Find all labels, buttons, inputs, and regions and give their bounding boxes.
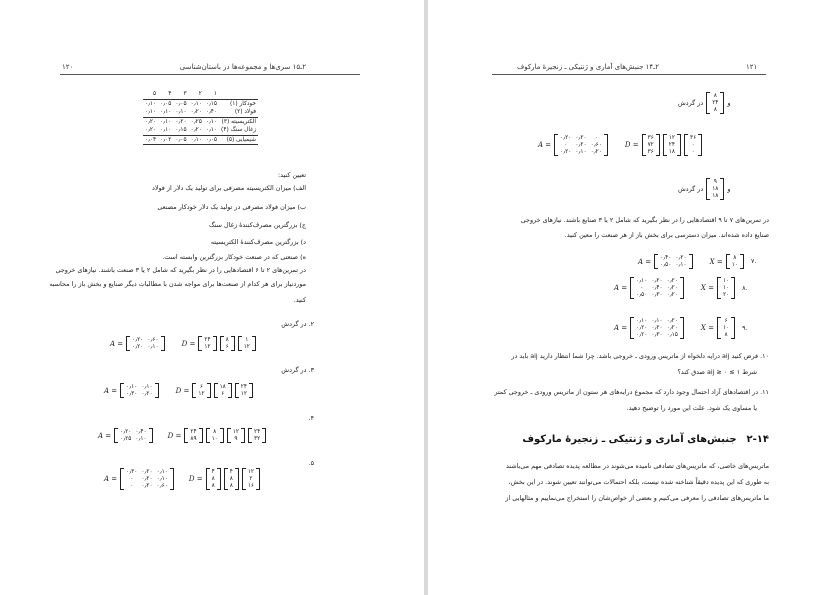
left-running-head: ۲ـ۱۵ سری‌ها و مجموعه‌ها در باستان‌شناسی — [179, 63, 306, 71]
matrix-entry: ۰٫۳۰ — [126, 391, 138, 397]
vector-entry: ۱ — [245, 337, 249, 343]
matrix-entry: ۰ — [130, 476, 134, 482]
vector-entry: ۹ — [234, 436, 238, 442]
matrix-entry: ۰ — [130, 483, 134, 489]
vector-entry: ۱۲ — [240, 391, 248, 397]
section-body-line: به طوری که این پدیده دقیقاً شناخته شده نیست، بلکه احتمالات می‌توانند تعیین شوند. در این بخش، — [508, 478, 769, 486]
exercise-item: د) بزرگترین مصرف‌کنندهٔ الکتریسیته — [210, 238, 306, 246]
matrix-d-label: D = — [624, 141, 639, 149]
matrix-entry: ۰٫۳۰ — [126, 469, 138, 475]
vector-entry: ۱۰ — [722, 285, 730, 291]
matrix-entry: ۰٫۱۰ — [135, 436, 147, 442]
matrix-entry: ۰٫۱۰ — [636, 318, 648, 324]
vector-entry: ۸ — [211, 483, 215, 489]
demand-vector — [224, 468, 239, 490]
vector-entry: ۳۶ — [647, 149, 654, 155]
vector-entry: ۴ — [229, 469, 233, 475]
vector-entry: ۱۸ — [712, 193, 719, 199]
io-table-header-cell: ۲ — [189, 90, 204, 99]
matrix-d-label: D = — [175, 386, 190, 395]
exercise-number: ۴. — [308, 414, 314, 422]
matrix-entry: ۰٫۲۰ — [141, 391, 153, 397]
demand-vector — [706, 178, 724, 200]
exercise-2-equation — [110, 336, 256, 351]
vector-entry: ۶ — [724, 318, 728, 324]
io-table-header-cell: ۴ — [158, 90, 173, 99]
vector-entry: ۱۲ — [204, 344, 211, 350]
matrix-a — [654, 254, 692, 269]
io-table-cell: ۰٫۱۰ — [190, 136, 202, 143]
exercise-number: ۵. — [308, 459, 314, 467]
io-table-cell: ۰٫۱۰ — [205, 118, 218, 125]
exercise-11-line: یا مساوی یک شود. علت این مورد را توضیح دهید. — [626, 404, 757, 412]
io-table-cell: ۰٫۱۰ — [160, 127, 172, 134]
matrix-d-label: D = — [188, 475, 203, 483]
vector-entry: ۰ — [691, 142, 695, 148]
matrix-entry: ۰٫۴۰ — [660, 255, 672, 261]
matrix-entry: ۰٫۱۰ — [575, 149, 587, 155]
vector-entry: ۲ — [249, 476, 253, 482]
exercise-title: در گردش — [281, 366, 307, 374]
matrix-d-label: D = — [181, 339, 196, 348]
matrix-entry: ۰٫۵۰ — [660, 262, 672, 268]
exercise-9-equation — [614, 317, 748, 339]
matrix-x-label: X = — [700, 324, 714, 332]
vector-entry: ۱۸ — [712, 186, 719, 192]
exercise-number: ۳. — [308, 366, 314, 374]
vector-entry: ۱۰ — [722, 278, 730, 284]
io-table-cell: ۰٫۲۰ — [190, 127, 202, 134]
matrix-a — [114, 428, 152, 443]
matrix-entry: ۰٫۱۰ — [147, 344, 159, 350]
vector-entry: ۸ — [229, 483, 233, 489]
exercise-3-title — [281, 366, 314, 375]
left-header-rule — [60, 74, 360, 75]
matrix-entry: ۰٫۲۰ — [666, 278, 678, 284]
vector-entry: ۲۴ — [668, 142, 676, 148]
matrix-entry: ۰٫۱۰ — [636, 278, 648, 284]
io-table-row — [143, 117, 258, 126]
vector-entry: ۱۰ — [211, 436, 218, 442]
exercise-7-equation — [638, 254, 756, 269]
vector-entry: ۱۲ — [668, 135, 676, 141]
matrix-entry: ۰٫۴۰ — [135, 429, 147, 435]
vector-entry: ۹ — [713, 179, 717, 185]
demand-vector — [227, 428, 245, 443]
io-table-cell: ۰٫۱۵ — [175, 127, 187, 134]
exercise-title: در گردش — [281, 320, 307, 328]
vector-caption: در گردش — [678, 184, 704, 193]
vector-entry: ۳۶ — [647, 135, 654, 141]
matrix-x-label: X = — [700, 284, 714, 292]
matrix-entry: ۰٫۲۰ — [651, 325, 663, 331]
matrix-entry: ۰٫۲۰ — [636, 325, 648, 331]
demand-vector — [214, 383, 232, 398]
left-page-number: ۱۲۰ — [62, 63, 74, 71]
exercise-6-equation — [538, 134, 702, 156]
io-table-cell: ۰٫۱۰ — [160, 109, 172, 116]
right-page — [428, 0, 839, 595]
matrix-a-label: A = — [98, 431, 112, 440]
vector-caption: در گردش — [678, 98, 704, 107]
matrix-entry: ۰٫۳۰ — [651, 332, 663, 338]
matrix-entry: ۰٫۲۰ — [560, 149, 572, 155]
io-table-cell: ۰٫۱۰ — [144, 109, 157, 116]
io-table-cell: ۰٫۱۰ — [190, 100, 202, 107]
vector-entry: ۶ — [199, 384, 203, 390]
matrix-a-label: A = — [104, 386, 118, 395]
demand-vector — [684, 134, 702, 156]
demand-vector — [248, 428, 266, 443]
exercise-number: ۸. — [742, 283, 748, 292]
right-page-number: ۱۲۱ — [746, 63, 758, 71]
matrix-entry: ۰٫۲۰ — [141, 469, 153, 475]
instruction-line: کنید. — [293, 296, 306, 304]
matrix-entry: ۰ — [564, 142, 568, 148]
vector-entry: ۲۴ — [240, 384, 248, 390]
matrix-a — [120, 468, 174, 490]
conjunction: و — [727, 98, 731, 107]
exercise-2-title — [281, 320, 314, 329]
matrix-entry: ۰٫۲۰ — [132, 344, 144, 350]
io-table-cell: ۰٫۰۲ — [160, 136, 172, 143]
vector-entry: ۲۴ — [712, 100, 719, 106]
io-table-header-cell: ۵ — [143, 90, 158, 99]
vector-entry: ۱۰ — [731, 262, 738, 268]
vector-entry: ۸ — [225, 337, 229, 343]
exercise-6-vector-a — [678, 92, 731, 114]
matrix-entry: ۰٫۲۰ — [666, 325, 678, 331]
demand-vector — [206, 468, 221, 490]
exercise-10-line: ۱۰. فرض کنید aij درایه دلخواه از ماتریس ورودی ـ خروجی باشد. چرا شما انتظار دارید aij باید در — [511, 352, 769, 360]
matrix-entry: ۰٫۱۵ — [666, 332, 678, 338]
instruction-line: صنایع داده شده‌اند. میزان دسترسی برای بخش باز از هر صنعت را معین کنید. — [564, 231, 769, 239]
vector-entry: ۸ — [229, 476, 233, 482]
matrix-a-label: A = — [638, 257, 652, 266]
demand-vector — [242, 468, 260, 490]
matrix-a-label: A = — [614, 324, 628, 332]
matrix-a-label: A = — [614, 284, 628, 292]
exercise-number: ۹. — [742, 323, 748, 332]
io-table-cell: ۰٫۲۰ — [190, 109, 202, 116]
matrix-entry: ۰٫۲۵ — [120, 436, 132, 442]
section-body-line: ماتریس‌های خاصی، که ماتریس‌های تصادفی نامیده می‌شوند در مطالعه پدیده تصادفی مهم می‌باشند — [505, 462, 769, 470]
matrix-entry: ۰٫۴۰ — [651, 285, 663, 291]
matrix-a — [630, 317, 684, 339]
vector-entry: ۸۹ — [190, 436, 197, 442]
io-table — [143, 90, 258, 145]
matrix-entry: ۰٫۲۰ — [141, 483, 153, 489]
io-table-cell: ۰٫۲۰ — [175, 118, 187, 125]
io-table-row — [143, 126, 258, 135]
matrix-entry: ۰ — [640, 285, 644, 291]
vector-entry: ۳۲ — [254, 436, 261, 442]
matrix-a-label: A = — [110, 339, 124, 348]
matrix-a-label: A = — [538, 141, 552, 149]
io-table-cell: ۰٫۰۴ — [144, 136, 157, 143]
matrix-entry: ۰٫۲۰ — [560, 135, 572, 141]
matrix-d-label: D = — [167, 431, 182, 440]
matrix-a — [120, 383, 158, 398]
vector-entry: ۱۶ — [247, 483, 255, 489]
matrix-entry: ۰٫۲۰ — [666, 292, 678, 298]
vector-entry: ۸ — [724, 332, 728, 338]
section-heading — [522, 434, 769, 445]
matrix-x-label: X = — [709, 257, 723, 266]
vector-entry: ۶ — [221, 391, 225, 397]
io-table-row-label: الکتریسیته (۳) — [219, 117, 258, 126]
exercise-5-equation — [104, 468, 260, 490]
exercise-number: ۷. — [750, 257, 757, 265]
exercise-item: ب) میزان فولاد مصرفی در تولید یک دلار خودکار مصنعی — [157, 203, 306, 211]
matrix-a — [554, 134, 608, 156]
demand-vector — [663, 134, 681, 156]
io-table-cell: ۰٫۰۵ — [175, 136, 187, 143]
matrix-entry: ۰ — [594, 135, 598, 141]
instruction-line: در تمرین‌های ۲ تا ۶ اقتصادهایی را در نظر بگیرید که شامل ۲ یا ۳ صنعت باشند. نیازهای خروجی — [55, 266, 306, 274]
vector-entry: ۱۸ — [668, 149, 676, 155]
io-table-cell: ۰٫۱۰ — [205, 127, 218, 134]
vector-entry: ۲۰ — [722, 292, 730, 298]
matrix-entry: ۰٫۱۰ — [651, 318, 663, 324]
exercise-4-equation — [98, 428, 266, 443]
exercise-8-equation — [614, 277, 748, 299]
vector-entry: ۸ — [713, 93, 717, 99]
right-running-head: ۲ـ۱۴ جنبش‌های آماری و ژنتیکی ـ زنجیرهٔ مارکوف — [516, 63, 659, 71]
matrix-entry: ۰٫۱۰ — [141, 384, 153, 390]
demand-vector — [184, 428, 202, 443]
matrix-entry: ۰٫۲۰ — [575, 135, 587, 141]
right-header-rule — [492, 74, 766, 75]
io-table-cell: ۰٫۱۰ — [144, 100, 157, 107]
matrix-entry: ۰٫۲۰ — [651, 278, 663, 284]
matrix-entry: ۰٫۲۰ — [141, 476, 153, 482]
vector-entry: ۸ — [211, 476, 215, 482]
output-vector — [726, 254, 744, 269]
io-table-cell: ۰٫۱۰ — [160, 118, 172, 125]
io-table-cell: ۰٫۲۰ — [144, 127, 157, 134]
vector-entry: ۱۲ — [198, 391, 205, 397]
vector-entry: ۸ — [733, 255, 737, 261]
io-table-row-label: فولاد (۲) — [234, 109, 256, 116]
demand-vector — [642, 134, 660, 156]
demand-vector — [235, 383, 253, 398]
io-table-row-label: شیمیایی (۵) — [219, 135, 258, 145]
exercise-6-vector-b — [678, 178, 731, 200]
matrix-a — [126, 336, 164, 351]
vector-entry: ۲۴ — [204, 337, 211, 343]
matrix-entry: ۰٫۶۰ — [147, 337, 159, 343]
vector-entry: ۱۰ — [722, 325, 730, 331]
exercise-number: ۲. — [308, 320, 314, 328]
output-vector — [717, 317, 735, 339]
matrix-entry: ۰٫۲۰ — [120, 429, 132, 435]
vector-entry: ۸ — [713, 107, 717, 113]
io-table-cell: ۰٫۰۵ — [175, 100, 187, 107]
matrix-entry: ۰٫۲۰ — [590, 149, 602, 155]
io-table-cell: ۰٫۴۰ — [205, 109, 218, 116]
output-vector — [717, 277, 735, 299]
vector-entry: ۱۸ — [219, 384, 226, 390]
vector-entry: ۴ — [211, 469, 215, 475]
matrix-entry: ۰٫۲۰ — [575, 142, 587, 148]
io-table-header-cell: ۳ — [173, 90, 188, 99]
exercise-item: ه) صنعتی که در صنعت خودکار بزرگترین وابسته است. — [162, 253, 306, 261]
io-table-cell: ۰٫۲۵ — [190, 118, 202, 125]
demand-vector — [220, 336, 235, 351]
io-table-cell: ۰٫۱۰ — [175, 109, 187, 116]
instruction-line: موردنیاز برای هر کدام از صنعت‌ها برای مواجه شدن با مطالبات دیگر صنایع و بخش باز را محاسبه — [49, 280, 306, 288]
matrix-a — [630, 277, 684, 299]
matrix-entry: ۰٫۱۰ — [156, 469, 168, 475]
exercise-intro: تعیین کنید: — [277, 171, 306, 179]
matrix-entry: ۰٫۲۰ — [666, 285, 678, 291]
exercise-item: ج) بزرگترین مصرف‌کنندهٔ زغال سنگ — [208, 221, 306, 229]
vector-entry: ۰ — [691, 149, 695, 155]
io-table-cell: ۰٫۰۵ — [160, 100, 172, 107]
io-table-row — [143, 135, 258, 145]
matrix-a-label: A = — [104, 475, 118, 483]
vector-entry: ۷۲ — [647, 142, 654, 148]
vector-entry: ۳۶ — [690, 135, 697, 141]
io-table-cell: ۰٫۲۰ — [144, 118, 157, 125]
matrix-entry: ۰٫۲۰ — [666, 318, 678, 324]
io-table-header-cell: ۱ — [204, 90, 219, 99]
matrix-entry: ۰٫۶۰ — [590, 142, 602, 148]
section-body-line: ما ماتریس‌های تصادفی را معرفی می‌کنیم و بعضی از خواص‌شان را استخراج می‌نماییم و مثالهایی از — [505, 494, 769, 502]
vector-entry: ۱۲ — [243, 344, 250, 350]
matrix-entry: ۰٫۲۰ — [675, 255, 687, 261]
demand-vector — [706, 92, 724, 114]
demand-vector — [206, 428, 224, 443]
matrix-entry: ۰٫۱۰ — [675, 262, 687, 268]
vector-entry: ۱۲ — [232, 429, 240, 435]
io-table-cell: ۰٫۱۵ — [205, 100, 218, 107]
instruction-line: در تمرین‌های ۷ تا ۹ اقتصادهایی را در نظر بگیرید که شامل ۲ یا ۳ صنایع باشند. نیازهای خروجی — [520, 216, 769, 224]
io-table-cell: ۰٫۰۵ — [205, 136, 218, 143]
demand-vector — [198, 336, 216, 351]
vector-entry: ۶ — [225, 344, 229, 350]
matrix-entry: ۰٫۲۰ — [636, 332, 648, 338]
vector-entry: ۲۴ — [254, 429, 261, 435]
matrix-entry: ۰٫۲۰ — [132, 337, 144, 343]
matrix-entry: ۰٫۱۰ — [126, 384, 138, 390]
section-number: ۲-۱۴ — [746, 434, 769, 445]
conjunction: و — [727, 184, 731, 193]
matrix-entry: ۰٫۱۰ — [156, 476, 168, 482]
demand-vector — [192, 383, 210, 398]
io-table-header-row — [143, 90, 258, 99]
exercise-11-line: ۱۱. در اقتصادهای آزاد احتمال وجود دارد که مجموع درایه‌های هر ستون از ماتریس ورودی ـ خروجی کمتر — [494, 388, 769, 396]
io-table-row — [143, 108, 258, 117]
io-table-row — [143, 99, 258, 108]
exercise-10-line: شرط ۱ ≥ aij ≥ ۰ صدق کند؟ — [677, 368, 757, 376]
io-table-row-label: زغال سنگ (۴) — [221, 127, 256, 134]
matrix-entry: ۰٫۳۰ — [651, 292, 663, 298]
section-title: جنبش‌های آماری و ژنتیکی ـ زنجیرهٔ مارکوف — [522, 434, 737, 445]
vector-entry: ۲۴ — [190, 429, 197, 435]
vector-entry: ۱۲ — [247, 469, 255, 475]
matrix-entry: ۰٫۵۰ — [636, 292, 648, 298]
demand-vector — [238, 336, 256, 351]
matrix-entry: ۰٫۶۰ — [156, 483, 168, 489]
io-table-row-label: خودکار (۱) — [230, 100, 256, 107]
exercise-item: الف) میزان الکتریسیته مصرفی برای تولید یک دلار از فولاد — [152, 184, 306, 192]
exercise-3-equation — [104, 383, 253, 398]
vector-entry: ۸ — [213, 429, 217, 435]
